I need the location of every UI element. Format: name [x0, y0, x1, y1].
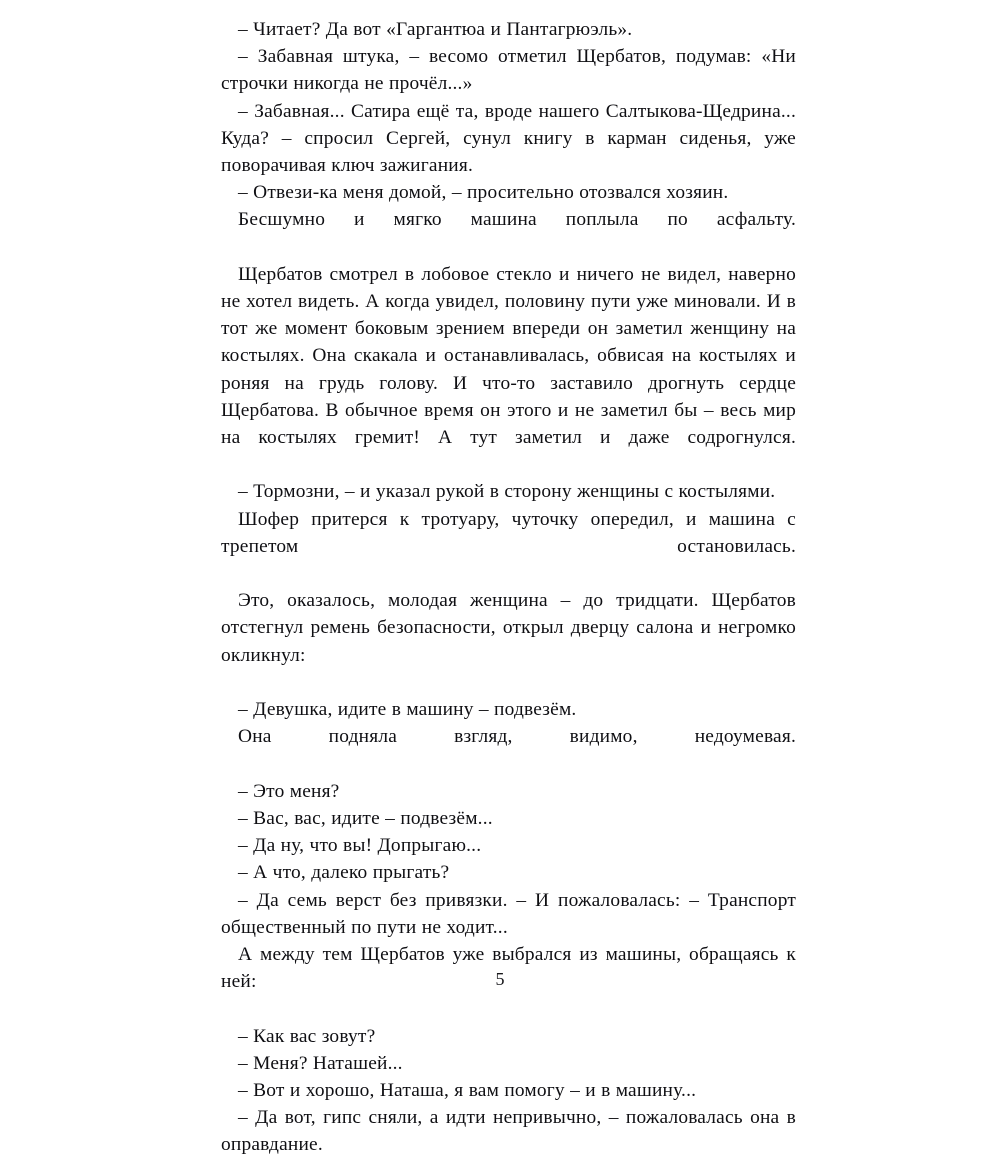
page-number: 5 — [495, 969, 505, 989]
dialogue-paragraph: – Забавная... Сатира ещё та, вроде нашего Салтыкова-Щедрина... Куда? – спросил Сергей, сунул книгу в карман сиденья, уже поворачивая ключ зажигания. — [221, 100, 796, 177]
dialogue-paragraph: – Вас, вас, идите – подвезём... — [238, 807, 493, 829]
narrative-paragraph: Щербатов смотрел в лобовое стекло и ничего не видел, наверно не хотел видеть. А когда увидел, половину пути уже миновали. И в тот же момент боковым зрением впереди он заметил женщину на костылях. Она скакала и останавливалась, обвисая на костылях и роняя на грудь голову. И что-то заставило дрогнуть сердце Щербатова. В обычное время он этого и не заметил бы – весь мир на костылях гремит! А тут заметил и даже содрогнулся. — [221, 263, 796, 449]
dialogue-paragraph: – Меня? Наташей... — [238, 1052, 403, 1074]
dialogue-paragraph: – Как вас зовут? — [238, 1025, 376, 1047]
dialogue-paragraph: – Отвези-ка меня домой, – просительно отозвался хозяин. — [238, 182, 729, 204]
narrative-paragraph: Это, оказалось, молодая женщина – до тридцати. Щербатов отстегнул ремень безопасности, открыл дверцу салона и негромко окликнул: — [221, 590, 796, 666]
dialogue-paragraph: – Это меня? — [238, 780, 340, 802]
dialogue-paragraph: – Читает? Да вот «Гаргантюа и Пантагрюэль». — [238, 19, 633, 40]
dialogue-paragraph: – Девушка, идите в машину – подвезём. — [238, 699, 577, 721]
dialogue-paragraph: – Вот и хорошо, Наташа, я вам помогу – и в машину... — [238, 1079, 697, 1101]
narrative-paragraph: Она подняла взгляд, видимо, недоумевая. — [238, 726, 796, 748]
dialogue-paragraph: – Да вот, гипс сняли, а идти непривычно, – пожаловалась она в оправдание. — [221, 1107, 796, 1156]
narrative-paragraph: А между тем Щербатов уже выбрался из машины, обращаясь к ней: — [221, 943, 796, 993]
dialogue-paragraph: – А что, далеко прыгать? — [238, 862, 450, 884]
dialogue-paragraph: – Да семь верст без привязки. – И пожаловалась: – Транспорт общественный по пути не ходит... — [221, 889, 796, 938]
narrative-paragraph: Шофер притерся к тротуару, чуточку опередил, и машина с трепетом остановилась. — [221, 508, 796, 557]
dialogue-paragraph: – Тормозни, – и указал рукой в сторону женщины с костылями. — [238, 481, 776, 503]
dialogue-paragraph: – Да ну, что вы! Допрыгаю... — [238, 835, 482, 857]
dialogue-paragraph: – Забавная штука, – весомо отметил Щербатов, подумав: «Ни строчки никогда не прочёл...» — [221, 46, 796, 95]
narrative-paragraph: Бесшумно и мягко машина поплыла по асфальту. — [238, 209, 796, 231]
